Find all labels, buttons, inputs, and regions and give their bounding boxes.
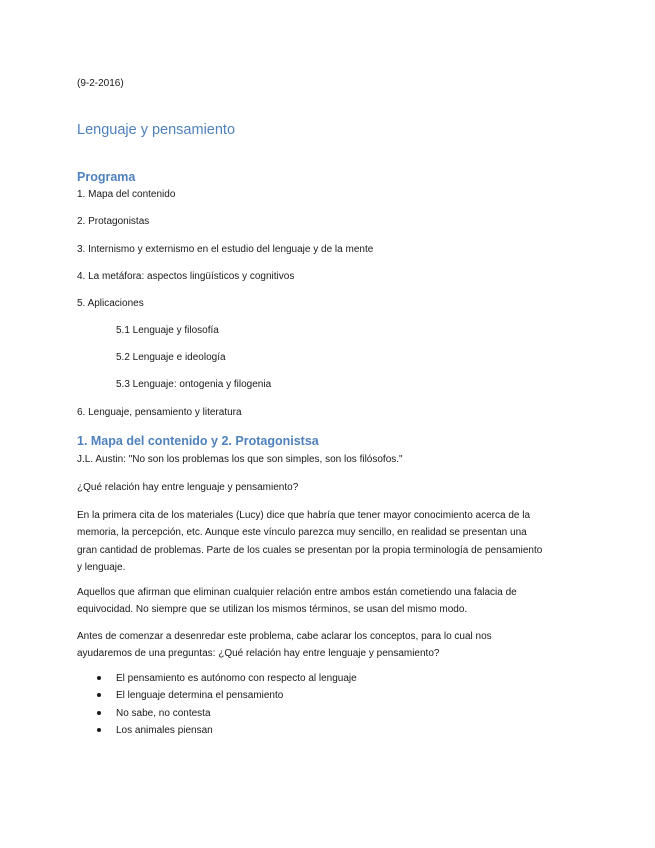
paragraph-line: ayudaremos de una preguntas: ¿Qué relación hay entre lenguaje y pensamiento? bbox=[77, 648, 440, 660]
paragraph-line: memoria, la percepción, etc. Aunque este vínculo parezca muy sencillo, en realidad se presentan una bbox=[77, 527, 527, 539]
date-line: (9-2-2016) bbox=[77, 78, 124, 89]
programa-heading: Programa bbox=[77, 170, 136, 184]
paragraph-1 bbox=[77, 507, 542, 576]
programa-subitem: 5.3 Lenguaje: ontogenia y filogenia bbox=[116, 379, 272, 390]
paragraph-line: Aquellos que afirman que eliminan cualquier relación entre ambos están cometiendo una falacia de bbox=[77, 587, 517, 598]
programa-item: 1. Mapa del contenido bbox=[77, 189, 176, 200]
paragraph-line: gran cantidad de problemas. Parte de los cuales se presentan por la propia terminología de pensamiento bbox=[77, 544, 543, 556]
answer-bullet-list bbox=[95, 672, 357, 741]
programa-subitem: 5.2 Lenguaje e ideología bbox=[116, 352, 226, 363]
programa-item: 4. La metáfora: aspectos lingüísticos y cognitivos bbox=[77, 271, 295, 282]
programa-item: 5. Aplicaciones bbox=[77, 298, 144, 309]
paragraph-line: y lenguaje. bbox=[77, 561, 126, 573]
programa-item: 6. Lenguaje, pensamiento y literatura bbox=[77, 407, 242, 418]
document-title: Lenguaje y pensamiento bbox=[77, 122, 236, 138]
paragraph-line: equivocidad. No siempre que se utilizan los mismos términos, se usan del mismo modo. bbox=[77, 604, 468, 616]
programa-item: 3. Internismo y externismo en el estudio del lenguaje y de la mente bbox=[77, 244, 374, 255]
austin-quote: J.L. Austin: "No son los problemas los que son simples, son los filósofos." bbox=[77, 454, 403, 465]
bullet-item: Los animales piensan bbox=[95, 724, 357, 741]
section-heading: 1. Mapa del contenido y 2. Protagonistsa bbox=[77, 434, 319, 448]
programa-item: 2. Protagonistas bbox=[77, 216, 150, 227]
paragraph-3 bbox=[77, 628, 492, 663]
bullet-item: El pensamiento es autónomo con respecto al lenguaje bbox=[95, 672, 357, 689]
paragraph-line: En la primera cita de los materiales (Lucy) dice que habría que tener mayor conocimiento acerca de la bbox=[77, 510, 531, 521]
bullet-item: El lenguaje determina el pensamiento bbox=[95, 689, 357, 706]
programa-subitem: 5.1 Lenguaje y filosofía bbox=[116, 325, 219, 336]
main-question: ¿Qué relación hay entre lenguaje y pensamiento? bbox=[77, 482, 299, 493]
bullet-item: No sabe, no contesta bbox=[95, 707, 357, 724]
paragraph-2 bbox=[77, 584, 517, 619]
paragraph-line: Antes de comenzar a desenredar este problema, cabe aclarar los conceptos, para lo cual nos bbox=[77, 631, 492, 642]
